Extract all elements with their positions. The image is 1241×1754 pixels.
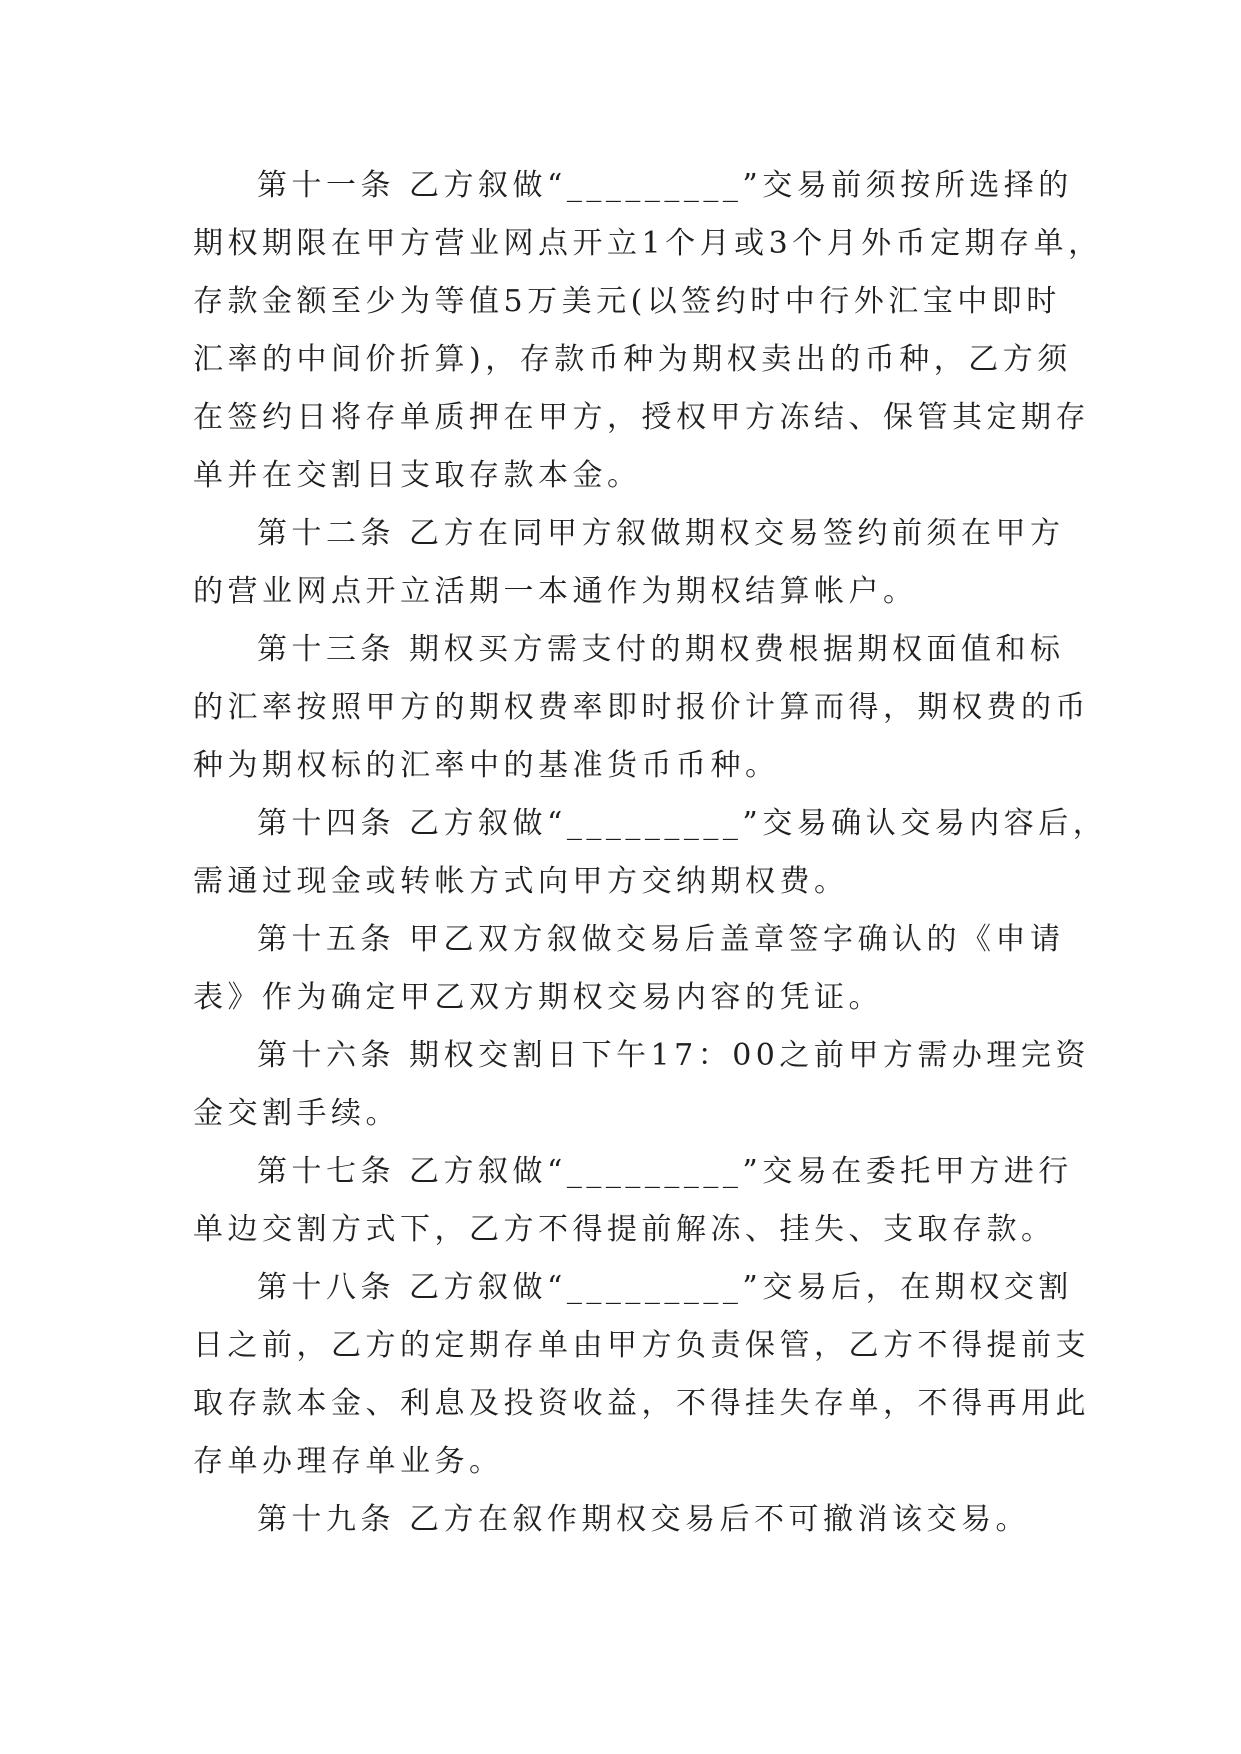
article-13-line-3: 种为期权标的汇率中的基准货币币种。 — [193, 748, 780, 783]
article-18-line-1: 第十八条 乙方叙做“_________”交易后，在期权交割 — [257, 1270, 1073, 1305]
article-11-line-2: 期权期限在甲方营业网点开立1个月或3个月外币定期存单， — [193, 226, 1103, 261]
article-14-line-2: 需通过现金或转帐方式向甲方交纳期权费。 — [193, 864, 849, 899]
article-18-line-4: 存单办理存单业务。 — [193, 1444, 504, 1479]
article-11-line-4: 汇率的中间价折算)，存款币种为期权卖出的币种，乙方须 — [193, 342, 1072, 377]
article-11-line-6: 单并在交割日支取存款本金。 — [193, 458, 642, 493]
article-17-line-2: 单边交割方式下，乙方不得提前解冻、挂失、支取存款。 — [193, 1212, 1056, 1247]
article-13-line-1: 第十三条 期权买方需支付的期权费根据期权面值和标 — [257, 632, 1065, 667]
article-11-line-3: 存款金额至少为等值5万美元(以签约时中行外汇宝中即时 — [193, 284, 1061, 319]
article-15-line-2: 表》作为确定甲乙双方期权交易内容的凭证。 — [193, 980, 883, 1015]
article-15-line-1: 第十五条 甲乙双方叙做交易后盖章签字确认的《申请 — [257, 922, 1065, 957]
article-13-line-2: 的汇率按照甲方的期权费率即时报价计算而得，期权费的币 — [193, 690, 1090, 725]
article-11-line-5: 在签约日将存单质押在甲方，授权甲方冻结、保管其定期存 — [193, 400, 1090, 435]
article-16-line-1: 第十六条 期权交割日下午17：00之前甲方需办理完资 — [257, 1038, 1090, 1073]
article-18-line-2: 日之前，乙方的定期存单由甲方负责保管，乙方不得提前支 — [193, 1328, 1090, 1363]
article-19-line-1: 第十九条 乙方在叙作期权交易后不可撤消该交易。 — [257, 1502, 1031, 1537]
article-17-line-1: 第十七条 乙方叙做“_________”交易在委托甲方进行 — [257, 1154, 1073, 1189]
article-12-line-1: 第十二条 乙方在同甲方叙做期权交易签约前须在甲方 — [257, 516, 1065, 551]
article-18-line-3: 取存款本金、利息及投资收益，不得挂失存单，不得再用此 — [193, 1386, 1090, 1421]
article-16-line-2: 金交割手续。 — [193, 1096, 400, 1131]
article-14-line-1: 第十四条 乙方叙做“_________”交易确认交易内容后， — [257, 806, 1108, 841]
article-12-line-2: 的营业网点开立活期一本通作为期权结算帐户。 — [193, 574, 918, 609]
article-11-line-1: 第十一条 乙方叙做“_________”交易前须按所选择的 — [257, 168, 1073, 203]
